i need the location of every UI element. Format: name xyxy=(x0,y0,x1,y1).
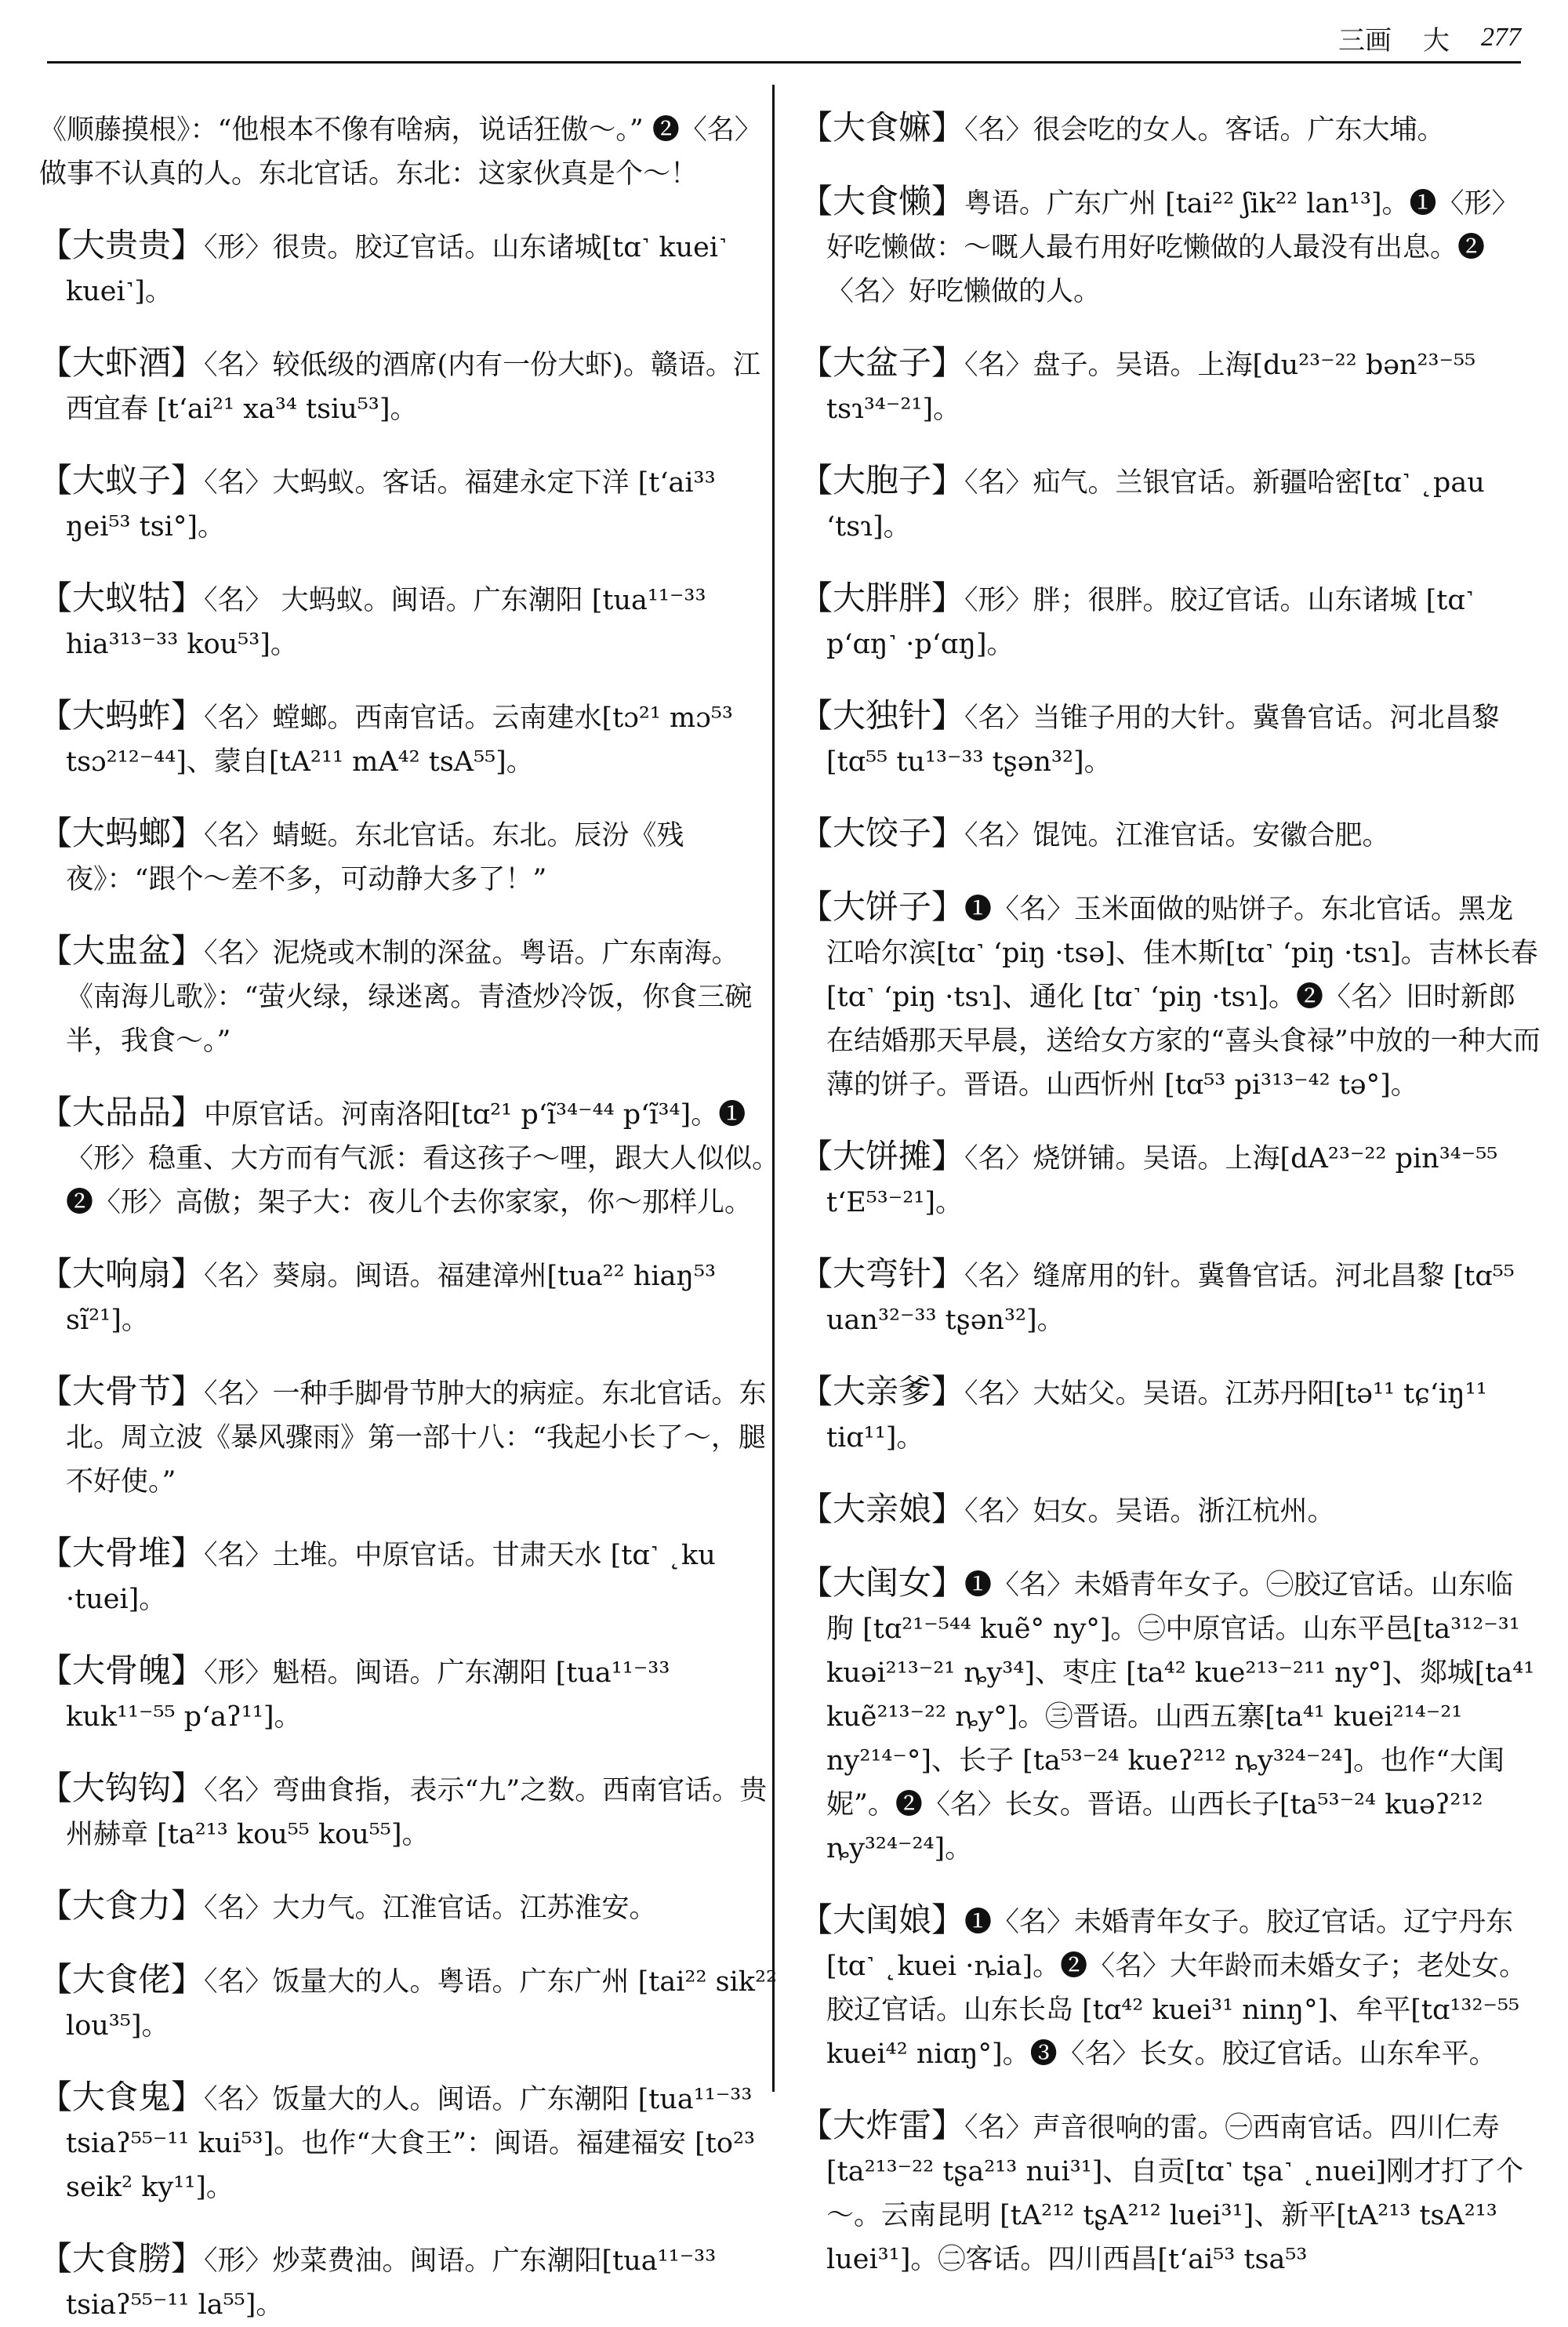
entry-definition: 〈名〉蜻蜓。东北官话。东北。辰汾《残夜》：“跟个～差不多，可动静大多了！” xyxy=(66,820,684,895)
entry-headword: 【大食懒】 xyxy=(800,182,965,220)
entry-headword: 【大胖胖】 xyxy=(800,579,965,617)
dictionary-entry xyxy=(800,1898,1541,2076)
entry-definition: 〈名〉烧饼铺。吴语。上海[dA²³⁻²² pin³⁴⁻⁵⁵ tʻE⁵³⁻²¹]。 xyxy=(826,1143,1498,1218)
entry-headword: 【大闺娘】 xyxy=(800,1900,965,1939)
header-section: 三画 xyxy=(1338,24,1392,56)
dictionary-entry xyxy=(39,811,780,902)
dictionary-entry xyxy=(800,459,1541,549)
entry-definition: 〈形〉炒菜费油。闽语。广东潮阳[tua¹¹⁻³³ tsiaʔ⁵⁵⁻¹¹ la⁵⁵]。 xyxy=(66,2245,717,2321)
entry-headword: 【大食鬼】 xyxy=(39,2078,205,2116)
entry-headword: 【大食嫲】 xyxy=(800,108,965,147)
dictionary-entry xyxy=(800,1252,1541,1342)
dictionary-entry xyxy=(39,1884,780,1930)
entry-headword: 【大独针】 xyxy=(800,696,965,735)
entry-definition: ❶〈名〉未婚青年女子。㊀胶辽官话。山东临朐 [tɑ²¹⁻⁵⁴⁴ kuẽ° ny°]。㊁中原官话。山东平邑[ta³¹²⁻³¹ kuəi²¹³⁻²¹ ȵy³⁴]、枣庄 [ta⁴² kue²¹³⁻²¹¹ ny°]、郯城[ta⁴¹ kuẽ²¹³⁻²² ȵy°]。㊂晋语。山西五寨[ta⁴¹ kuei²¹⁴⁻²¹ ny²¹⁴⁻°]、长子 [ta⁵³⁻²⁴ kueʔ²¹² ȵy³²⁴⁻²⁴]。也作“大闺妮”。❷〈名〉长女。晋语。山西长子[ta⁵³⁻²⁴ kuəʔ²¹² ȵy³²⁴⁻²⁴]。 xyxy=(826,1570,1535,1864)
dictionary-entry xyxy=(800,1561,1541,1871)
entry-definition: 〈形〉胖；很胖。胶辽官话。山东诸城 [tɑ˺ pʻɑŋ˺ ·pʻɑŋ]。 xyxy=(826,585,1475,660)
page-header xyxy=(47,14,1521,64)
entry-definition: 〈名〉较低级的酒席(内有一份大虾)。赣语。江西宜春 [tʻai²¹ xa³⁴ tsiu⁵³]。 xyxy=(66,350,760,425)
entry-definition: 〈名〉饭量大的人。粤语。广东广州 [tai²² sik²² lou³⁵]。 xyxy=(66,1966,778,2042)
entry-headword: 【大蚂螂】 xyxy=(39,814,205,852)
entry-definition: 〈名〉馄饨。江淮官话。安徽合肥。 xyxy=(964,820,1390,851)
dictionary-entry xyxy=(39,1370,780,1504)
dictionary-entry xyxy=(39,576,780,666)
entry-definition: 〈名〉一种手脚骨节肿大的病症。东北官话。东北。周立波《暴风骤雨》第一部十八：“我起小长了～，腿不好使。” xyxy=(66,1378,767,1497)
entry-definition: 《顺藤摸根》：“他根本不像有啥病，说话狂傲～。” ❷〈名〉做事不认真的人。东北官话。东北：这家伙真是个～！ xyxy=(39,114,762,190)
dictionary-entry xyxy=(800,1487,1541,1534)
entry-headword: 【大骨节】 xyxy=(39,1372,205,1410)
entry-definition: 〈名〉很会吃的女人。客话。广东大埔。 xyxy=(964,114,1445,146)
dictionary-entry xyxy=(800,1370,1541,1460)
entry-headword: 【大饺子】 xyxy=(800,814,965,852)
entry-headword: 【大蚂蚱】 xyxy=(39,696,205,735)
dictionary-entry xyxy=(39,1766,780,1857)
header-char: 大 xyxy=(1423,24,1450,56)
entry-headword: 【大品品】 xyxy=(39,1093,205,1131)
dictionary-entry xyxy=(39,223,780,314)
entry-headword: 【大蚁牯】 xyxy=(39,579,205,617)
dictionary-entry xyxy=(39,1531,780,1621)
entry-headword: 【大骨堆】 xyxy=(39,1534,205,1572)
entry-headword: 【大胞子】 xyxy=(800,461,965,499)
entry-headword: 【大弯针】 xyxy=(800,1254,965,1293)
entry-headword: 【大响扇】 xyxy=(39,1254,205,1293)
dictionary-entry xyxy=(39,694,780,784)
entry-definition: 〈名〉弯曲食指，表示“九”之数。西南官话。贵州赫章 [ta²¹³ kou⁵⁵ kou⁵⁵]。 xyxy=(66,1775,768,1850)
page-number: 277 xyxy=(1481,23,1521,52)
entry-headword: 【大虾酒】 xyxy=(39,343,205,382)
dictionary-entry xyxy=(800,811,1541,858)
entry-definition: 〈名〉大蚂蚁。客话。福建永定下洋 [tʻai³³ ŋei⁵³ tsi°]。 xyxy=(66,467,716,543)
entry-headword: 【大闺女】 xyxy=(800,1563,965,1602)
dictionary-entry xyxy=(800,885,1541,1107)
dictionary-entry xyxy=(39,929,780,1063)
dictionary-entry xyxy=(39,2237,780,2327)
entry-headword: 【大亲娘】 xyxy=(800,1490,965,1528)
entry-definition: 〈名〉螳螂。西南官话。云南建水[tɔ²¹ mɔ⁵³ tsɔ²¹²⁻⁴⁴]、蒙自[tA²¹¹ mA⁴² tsA⁵⁵]。 xyxy=(66,702,733,778)
entry-headword: 【大贵贵】 xyxy=(39,226,205,264)
dictionary-entry xyxy=(800,2104,1541,2282)
dictionary-entry xyxy=(800,694,1541,784)
dictionary-entry xyxy=(39,2075,780,2209)
entry-headword: 【大盆子】 xyxy=(800,343,965,382)
entry-definition: 〈名〉声音很响的雷。㊀西南官话。四川仁寿[ta²¹³⁻²² tʂa²¹³ nui³¹]、自贡[tɑ˺ tʂa˺ ˛nuei]刚才打了个～。云南昆明 [tA²¹² tʂA²¹² luei³¹]、新平[tA²¹³ tsA²¹³ luei³¹]。㊁客话。四川西昌[tʻai⁵³ tsa⁵³ xyxy=(826,2112,1524,2275)
entry-definition: ❶〈名〉玉米面做的贴饼子。东北官话。黑龙江哈尔滨[tɑ˺ ʻpiŋ ·tsə]、佳木斯[tɑ˺ ʻpiŋ ·tsɿ]。吉林长春 [tɑ˺ ʻpiŋ ·tsɿ]、通化 [tɑ˺ ʻpiŋ ·tsɿ]。❷〈名〉旧时新郎在结婚那天早晨，送给女方家的“喜头食禄”中放的一种大而薄的饼子。晋语。山西忻州 [tɑ⁵³ pi³¹³⁻⁴² tə°]。 xyxy=(826,894,1541,1101)
entry-headword: 【大食朥】 xyxy=(39,2239,205,2278)
dictionary-entry xyxy=(800,576,1541,666)
dictionary-entry xyxy=(800,341,1541,431)
entry-definition: 〈形〉魁梧。闽语。广东潮阳 [tua¹¹⁻³³ kuk¹¹⁻⁵⁵ pʻaʔ¹¹]。 xyxy=(66,1657,670,1733)
entry-definition: 粤语。广东广州 [tai²² ʃik²² lan¹³]。❶〈形〉好吃懒做：～嘅人最冇用好吃懒做的人最没有出息。❷〈名〉好吃懒做的人。 xyxy=(826,188,1519,307)
dictionary-entry xyxy=(39,1958,780,2048)
dictionary-entry xyxy=(39,341,780,431)
dictionary-entry xyxy=(39,1091,780,1225)
entry-definition: 〈形〉很贵。胶辽官话。山东诸城[tɑ˺ kuei˺ kuei˺]。 xyxy=(66,232,728,307)
entry-definition: 〈名〉盘子。吴语。上海[du²³⁻²² bən²³⁻⁵⁵ tsɿ³⁴⁻²¹]。 xyxy=(826,350,1476,425)
entry-headword: 【大饼子】 xyxy=(800,888,965,926)
left-column xyxy=(39,78,780,2321)
entry-definition: 〈名〉泥烧或木制的深盆。粤语。广东南海。《南海儿歌》：“萤火绿，绿迷离。青渣炒冷饭，你食三碗半，我食～。” xyxy=(66,938,753,1057)
entry-definition: 〈名〉葵扇。闽语。福建漳州[tua²² hiaŋ⁵³ sĩ²¹]。 xyxy=(66,1261,717,1336)
entry-definition: 〈名〉饭量大的人。闽语。广东潮阳 [tua¹¹⁻³³ tsiaʔ⁵⁵⁻¹¹ kui⁵³]。也作“大食王”：闽语。福建福安 [to²³ seik² ky¹¹]。 xyxy=(66,2084,756,2203)
entry-definition: 〈名〉大力气。江淮官话。江苏淮安。 xyxy=(204,1893,657,1924)
entry-definition: 〈名〉当锥子用的大针。冀鲁官话。河北昌黎[tɑ⁵⁵ tu¹³⁻³³ tʂən³²]。 xyxy=(826,702,1500,778)
dictionary-entry xyxy=(800,180,1541,314)
entry-headword: 【大亲爹】 xyxy=(800,1372,965,1410)
dictionary-entry xyxy=(800,106,1541,152)
entry-headword: 【大炸雷】 xyxy=(800,2106,965,2144)
entry-definition: 中原官话。河南洛阳[tɑ²¹ pʻĩ³⁴⁻⁴⁴ pʻĩ³⁴]。❶〈形〉稳重、大方而有气派：看这孩子～哩，跟大人似似。❷〈形〉高傲；架子大：夜儿个去你家家，你～那样儿。 xyxy=(66,1099,780,1218)
right-column xyxy=(800,78,1541,2275)
dictionary-entry xyxy=(800,1134,1541,1225)
entry-headword: 【大蚁子】 xyxy=(39,461,205,499)
dictionary-entry xyxy=(39,106,780,196)
entry-definition: 〈名〉大姑父。吴语。江苏丹阳[tə¹¹ tɕʻiŋ¹¹ tiɑ¹¹]。 xyxy=(826,1378,1487,1454)
entry-headword: 【大盅盆】 xyxy=(39,931,205,970)
entry-headword: 【大食佬】 xyxy=(39,1960,205,1998)
entry-definition: 〈名〉妇女。吴语。浙江杭州。 xyxy=(964,1496,1335,1527)
entry-definition: 〈名〉缝席用的针。冀鲁官话。河北昌黎 [tɑ⁵⁵ uan³²⁻³³ tʂən³²]。 xyxy=(826,1261,1515,1336)
entry-definition: 〈名〉疝气。兰银官话。新疆哈密[tɑ˺ ˛pau ʻtsɿ]。 xyxy=(826,467,1485,543)
dictionary-entry xyxy=(39,459,780,549)
entry-headword: 【大饼摊】 xyxy=(800,1137,965,1175)
entry-headword: 【大骨魄】 xyxy=(39,1651,205,1690)
entry-headword: 【大钩钩】 xyxy=(39,1769,205,1807)
entry-definition: ❶〈名〉未婚青年女子。胶辽官话。辽宁丹东 [tɑ˺ ˛kuei ·ȵia]。❷〈名〉大年龄而未婚女子；老处女。胶辽官话。山东长岛 [tɑ⁴² kuei³¹ ninŋ°]、牟平[tɑ¹³²⁻⁵⁵ kuei⁴² niɑŋ°]。❸〈名〉长女。胶辽官话。山东牟平。 xyxy=(826,1907,1527,2070)
entry-definition: 〈名〉 大蚂蚁。闽语。广东潮阳 [tua¹¹⁻³³ hia³¹³⁻³³ kou⁵³]。 xyxy=(66,585,706,660)
dictionary-entry xyxy=(39,1649,780,1739)
entry-definition: 〈名〉土堆。中原官话。甘肃天水 [tɑ˺ ˛ku ·tuei]。 xyxy=(66,1540,716,1615)
entry-headword: 【大食力】 xyxy=(39,1886,205,1925)
dictionary-entry xyxy=(39,1252,780,1342)
